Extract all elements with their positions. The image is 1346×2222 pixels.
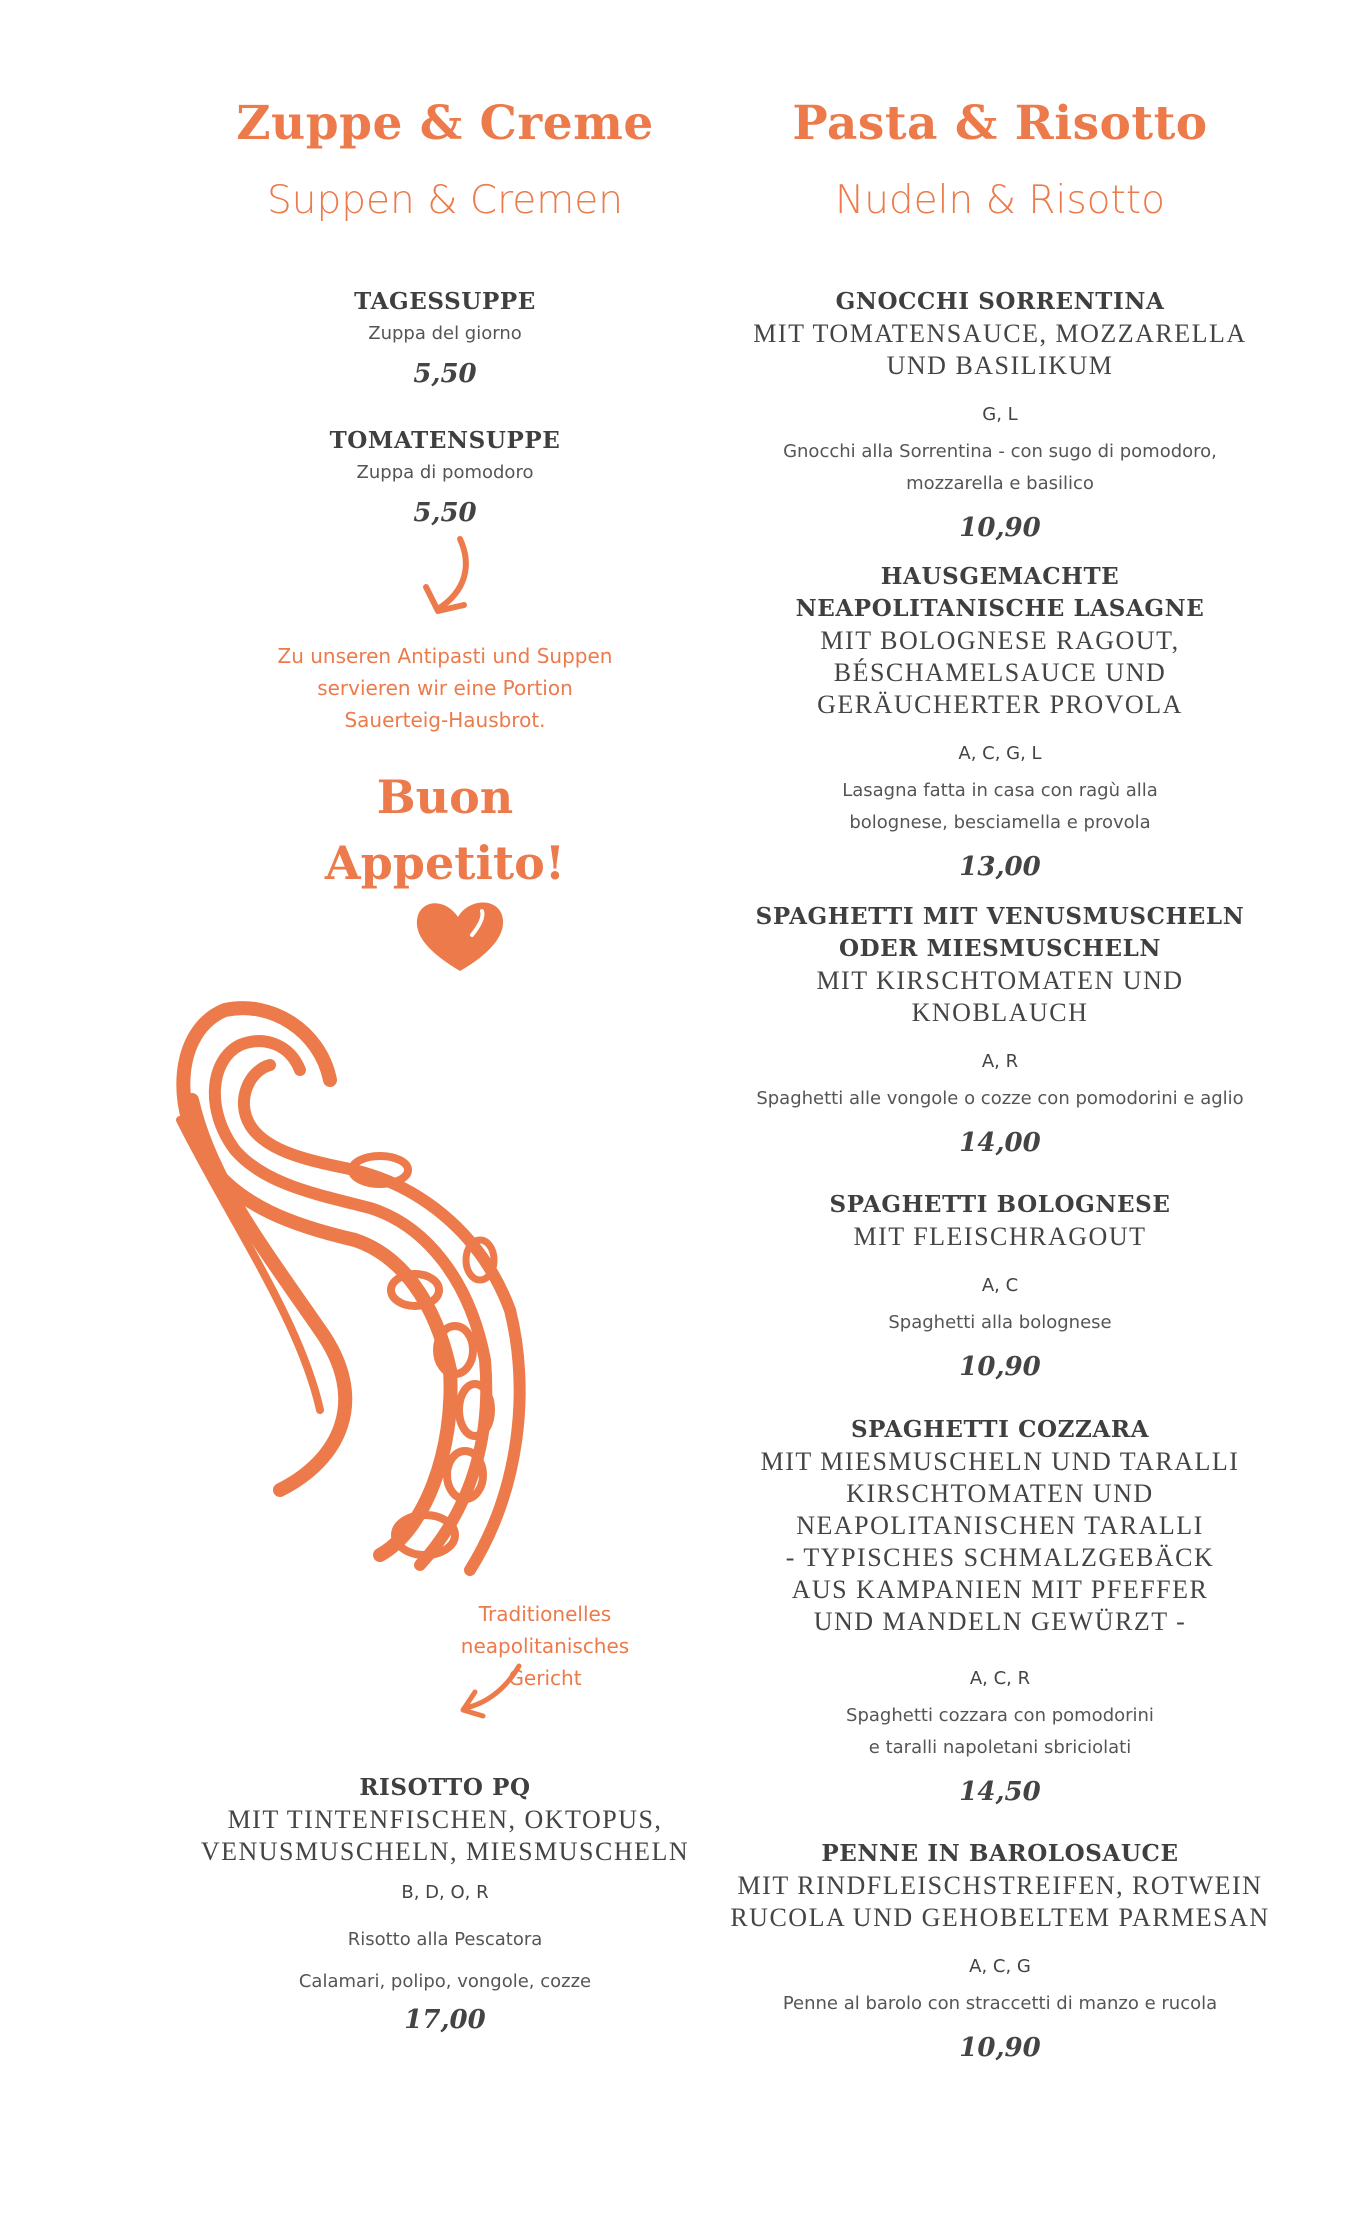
item-price: 14,50 — [959, 1777, 1041, 1807]
item-desc-3: NEAPOLITANISCHEN TARALLI — [796, 1511, 1204, 1540]
item-desc-6: UND MANDELN GEWÜRZT - — [813, 1607, 1187, 1636]
item-italian-1: Penne al barolo con straccetti di manzo e rucola — [782, 1993, 1218, 2014]
item-name-2: NEAPOLITANISCHE LASAGNE — [795, 595, 1205, 622]
arrow-curve-icon — [455, 1660, 525, 1720]
menu-item-tagessuppe — [195, 286, 695, 390]
item-price: 13,00 — [959, 852, 1041, 882]
item-price: 5,50 — [413, 359, 477, 389]
menu-item-spaghetti-bolognese — [725, 1189, 1275, 1383]
item-desc-2: KNOBLAUCH — [911, 998, 1089, 1027]
item-desc-2: VENUSMUSCHELN, MIESMUSCHELN — [200, 1837, 690, 1866]
item-allergens: G, L — [982, 404, 1018, 425]
item-price: 10,90 — [959, 513, 1041, 543]
item-italian: Zuppa del giorno — [368, 323, 522, 344]
section-title-pasta: Pasta & Risotto — [792, 96, 1208, 151]
item-italian-1: Spaghetti alla bolognese — [888, 1312, 1112, 1333]
item-price: 5,50 — [413, 498, 477, 528]
item-desc-2: KIRSCHTOMATEN UND — [846, 1479, 1154, 1508]
item-italian-2: e taralli napoletani sbriciolati — [868, 1737, 1132, 1758]
item-price: 17,00 — [404, 2005, 486, 2035]
item-name: PENNE IN BAROLOSAUCE — [821, 1840, 1179, 1867]
section-subtitle-nudeln: Nudeln & Risotto — [835, 178, 1165, 223]
item-desc-1: MIT BOLOGNESE RAGOUT, — [820, 626, 1180, 655]
item-name: RISOTTO PQ — [359, 1774, 531, 1801]
item-allergens: A, C, R — [969, 1668, 1031, 1689]
item-name-1: SPAGHETTI MIT VENUSMUSCHELN — [755, 903, 1245, 930]
item-price: 10,90 — [959, 2033, 1041, 2063]
buon-appetito: Buon Appetito! — [324, 770, 566, 890]
item-desc-5: AUS KAMPANIEN MIT PFEFFER — [791, 1575, 1209, 1604]
item-allergens: A, C, G, L — [958, 743, 1042, 764]
item-allergens: A, C — [981, 1275, 1019, 1296]
item-italian-1: Spaghetti alle vongole o cozze con pomodorini e aglio — [756, 1088, 1244, 1109]
item-desc-1: MIT FLEISCHRAGOUT — [853, 1222, 1147, 1251]
item-desc-3: GERÄUCHERTER PROVOLA — [817, 690, 1183, 719]
item-desc-2: BÉSCHAMELSAUCE UND — [833, 658, 1167, 687]
item-name: SPAGHETTI COZZARA — [850, 1416, 1150, 1443]
menu-item-penne-barolo — [725, 1838, 1275, 2064]
item-desc-2: RUCOLA UND GEHOBELTEM PARMESAN — [730, 1903, 1270, 1932]
item-name-1: HAUSGEMACHTE — [880, 563, 1120, 590]
arrow-down-icon — [420, 535, 480, 625]
item-allergens: A, C, G — [969, 1956, 1031, 1977]
item-allergens: A, R — [981, 1051, 1019, 1072]
item-italian-1: Risotto alla Pescatora — [347, 1929, 543, 1950]
item-desc-4: - TYPISCHES SCHMALZGEBÄCK — [785, 1543, 1215, 1572]
bread-note: Zu unseren Antipasti und Suppen servieren wir eine Portion Sauerteig-Hausbrot. — [277, 644, 613, 732]
heart-icon — [410, 895, 510, 975]
item-desc-1: MIT TINTENFISCHEN, OKTOPUS, — [227, 1805, 663, 1834]
item-desc-2: UND BASILIKUM — [886, 351, 1114, 380]
menu-item-spaghetti-vongole — [725, 901, 1275, 1159]
item-desc-1: MIT TOMATENSAUCE, MOZZARELLA — [753, 319, 1247, 348]
item-italian-1: Lasagna fatta in casa con ragù alla — [842, 780, 1158, 801]
menu-item-tomatensuppe — [195, 425, 695, 529]
item-name: GNOCCHI SORRENTINA — [835, 288, 1165, 315]
item-allergens: B, D, O, R — [401, 1882, 489, 1903]
dish-note: Traditionelles neapolitanisches Gericht — [460, 1602, 630, 1690]
menu-item-lasagne — [725, 561, 1275, 883]
item-name: TOMATENSUPPE — [329, 427, 561, 454]
item-italian-2: mozzarella e basilico — [906, 473, 1094, 494]
item-price: 14,00 — [959, 1128, 1041, 1158]
menu-item-risotto-pq — [195, 1772, 695, 2036]
item-italian-2: bolognese, besciamella e provola — [849, 812, 1151, 833]
item-name: SPAGHETTI BOLOGNESE — [829, 1191, 1171, 1218]
item-italian-2: Calamari, polipo, vongole, cozze — [298, 1971, 592, 1992]
section-subtitle-suppen: Suppen & Cremen — [266, 178, 623, 223]
item-italian-1: Spaghetti cozzara con pomodorini — [846, 1705, 1154, 1726]
menu-item-gnocchi-sorrentina — [725, 286, 1275, 544]
item-name: TAGESSUPPE — [354, 288, 536, 315]
item-desc-1: MIT KIRSCHTOMATEN UND — [816, 966, 1184, 995]
item-desc-1: MIT MIESMUSCHELN UND TARALLI — [760, 1447, 1240, 1476]
item-italian-1: Gnocchi alla Sorrentina - con sugo di pomodoro, — [783, 441, 1217, 462]
section-title-zuppe: Zuppe & Creme — [236, 96, 654, 151]
item-desc-1: MIT RINDFLEISCHSTREIFEN, ROTWEIN — [737, 1871, 1263, 1900]
pasta-illustration — [170, 990, 590, 1590]
item-italian: Zuppa di pomodoro — [356, 462, 534, 483]
item-price: 10,90 — [959, 1352, 1041, 1382]
item-name-2: ODER MIESMUSCHELN — [838, 935, 1162, 962]
menu-item-spaghetti-cozzara — [725, 1414, 1275, 1808]
